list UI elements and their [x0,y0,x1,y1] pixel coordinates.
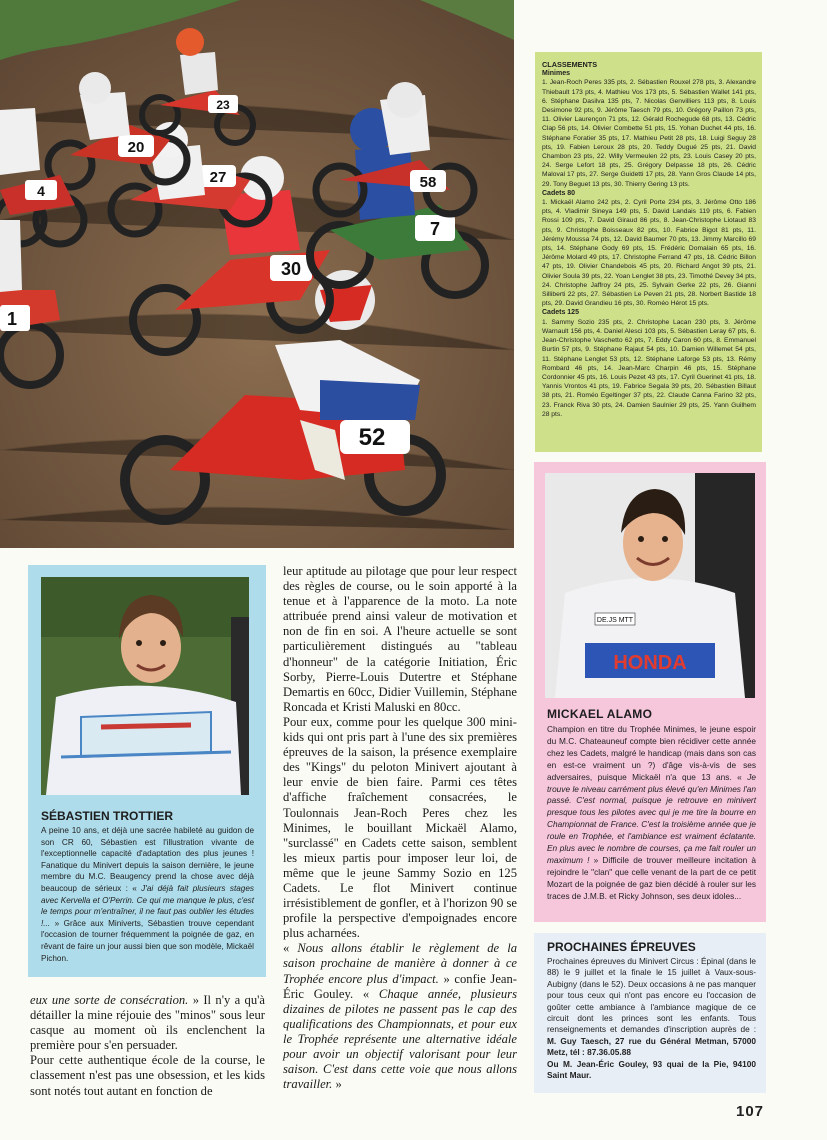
page-number: 107 [736,1103,765,1120]
trottier-quote: J'ai déjà fait plusieurs stages avec Kervella et O'Perrin. Ce qui me manque le plus, c'est le temps pour m'entraîner, il ne faut pas oublier les études !... [41,883,254,928]
article-paragraph: Pour cette authentique école de la course, le classement n'est pas une obsession, et les kids sont notés tout autant en fonction de [30,1053,265,1098]
alamo-profile-box [534,462,766,922]
motocross-race-illustration [0,0,514,548]
alamo-bio-intro: Champion en titre du Trophée Minimes, le jeune espoir du M.C. Chateauneuf compte bien récidiver cette année chez les Cadets, malgré le handicap (mais dans son cas en est-ce vraiment un ?) d'âge vis-à-vis de ses adversaires, puisque Mickaël n'a que 13 ans. « [547,724,756,782]
quote-attribution: » confie Jean-Éric Gouley. « [283,971,517,1001]
article-paragraph: leur aptitude au pilotage que pour leur respect des règles de course, ou le soin apporté à la tenue et à l'apparence de la moto. La note attribuée prend ainsi valeur de motivation et non de fin en soi. A l'heure actuelle se sont particulièrement distingués au "tableau d'honneur" de la catégorie Initiation, Éric Sorby, Pierre-Louis Dutertre et Stéphane Demartis en 60cc, Didier Vuillemin, Stéphane Roncada et Kristi Maluski en 80cc. [283,564,517,714]
prochaines-info: Prochaines épreuves du Minivert Circus : Épinal (dans le 88) le 9 juillet et la finale le 15 juillet à Vaux-sous-Aubigny (dans le 52). Deux occasions à ne pas manquer pour tous ceux qui n'ont pas encore eu l'occasion de goûter cette ambiance à l'ambiance magique de ce circuit dont les princes sont les enfants. Tous renseignements et demandes d'inscription auprès de : [547,956,756,1035]
category-minimes-label: Minimes [542,70,571,78]
alamo-portrait-photo [545,473,755,698]
trottier-bio [41,825,254,964]
article-paragraph: Pour eux, comme pour les quelque 300 mini-kids qui ont pris part à l'une des six premières épreuves de la saison, la présence exemplaire des "Kings" du peloton Minivert ajoutant à leur envie de bien faire. Parmi ces têtes d'affiche fraîchement consacrées, le Toulonnais Jean-Roch Peres chez les Minimes, le bouillant Mickaël Alamo, "surclassé" en Cadets cette saison, semblent les mieux partis pour imposer leur loi, de même que le jeune Sammy Sozio en 125 Cadets. Le flot Minivert continue irrésistiblement de gonfler, et à l'horizon 90 se profile la perspective d'empoignades encore plus acharnées. [283,714,517,941]
bike-number: 30 [280,259,302,279]
jersey-brand: HONDA [613,652,687,674]
article-text: » Il n'y a qu'à détailler la mine réjouie des "minos" sous leur casque au moment où ils enclenchent la première pour s'en persuader. [30,993,265,1053]
quote-open: « [283,941,290,956]
article-quote-paragraph [283,941,517,1092]
article-italic-fragment: eux une sorte de consécration. [30,993,189,1007]
contact-gouley: Ou M. Jean-Éric Gouley, 93 quai de la Pie, 94100 Saint Maur. [547,1058,756,1081]
bike-number: 27 [209,169,227,186]
article-column-left [30,993,265,1099]
bike-number: 58 [419,174,437,191]
trottier-profile-box [28,565,266,977]
bike-number: 52 [358,424,386,451]
trottier-bio-end: » Grâce aux Miniverts, Sébastien trouve cependant l'occasion de tourner fréquemment la poignée de gaz, en rêvant de faire un jour aussi bien que son modèle, Mickaël Pichon. [41,918,254,963]
quote-text: Nous allons établir le règlement de la saison prochaine de manière à donner à ce Trophée encore plus d'impact. [283,941,517,986]
bike-number: 7 [429,219,441,239]
contact-taesch: M. Guy Taesch, 27 rue du Général Metman, 57000 Metz, tél : 87.36.05.88 [547,1035,756,1058]
prochaines-title: PROCHAINES ÉPREUVES [547,940,696,954]
portrait-illustration [545,473,755,698]
article-paragraph [30,993,265,1053]
bike-number: 4 [37,183,45,199]
bike-number: 23 [216,98,230,112]
alamo-name-heading: MICKAEL ALAMO [547,707,653,721]
trottier-name-heading: SÉBASTIEN TROTTIER [41,809,174,823]
alamo-bio-end: » Difficile de trouver meilleure incitation à rejoindre le "clan" que celle venant de la part de ce petit Mozart de la poignée de gaz bien décidé à rouler sur les traces de J.M.B. et Ricky Johnson, ses deux idoles... [547,854,756,901]
category-cadets80-results: 1. Mickaël Alamo 242 pts, 2. Cyril Porte 234 pts, 3. Jérôme Otto 186 pts, 4. Vladimir Sineya 149 pts, 5. David Landais 119 pts, 6. Fabien Rossi 109 pts, 7. David Giraud 86 pts, 8. Jean-Christophe Liotaud 83 pts, 9. Christophe Boisseaux 82 pts, 10. Fabrice Bigot 81 pts, 11. Jérémy Moussa 74 pts, 12. David Baumer 70 pts, 13. Jimmy Marcillo 69 pts, 14. Stéphane Gody 69 pts, 15. Frédéric Domalain 65 pts, 16. Jérôme Molard 49 pts, 17. Christophe Ferrand 47 pts, 18. Cédric Billon 47 pts, 19. Olivier Chandebois 45 pts, 20. Richard Angot 39 pts, 21. Olivier Soula 39 pts, 22. Yoan Lenglet 38 pts, 23. Timothé Devey 34 pts, 24. Christophe Jaffroy 24 pts, 25. Sylvain Gerke 22 pts, 26. Gianni Silliberti 22 pts, 27. Sébastien Le Peven 21 pts, 28. Norbert Bastide 18 pts, 29. David Grandieu 16 pts, 30. Roméo Hérot 15 pts. [542,199,756,308]
category-cadets80-label: Cadets 80 [542,189,576,197]
trottier-bio-intro: A peine 10 ans, et déjà une sacrée habileté au guidon de son CR 60, Sébastien est l'illustration vivante de l'exceptionnelle capacité d'adaptation des plus jeunes ! Fanatique du Minivert depuis la saison dernière, le jeune membre du M.C. Beaugency prend la chose avec déjà beaucoup de sérieux : « [41,826,254,893]
classements-box [535,52,762,452]
bike-number: 1 [6,309,18,329]
category-cadets125-results: 1. Sammy Sozio 235 pts, 2. Christophe Lacan 230 pts, 3. Jérôme Warnault 156 pts, 4. Daniel Alesci 103 pts, 5. Sébastien Leray 67 pts, 6. Jean-Christophe Vaschetto 62 pts, 7. Eddy Caron 60 pts, 8. Emmanuel Burtin 57 pts, 9. Stéphane Rajaut 54 pts, 10. Damien Willemet 54 pts, 11. Stéphane Lenglet 53 pts, 12. Stéphane Laforge 53 pts, 13. Rémy Rombard 46 pts, 14. Jean-Marc Charpin 46 pts, 15. Stéphane Cordonnier 45 pts, 16. Louis Pezet 43 pts, 17. Cyril Guerinet 41 pts, 18. Yannis Vrontos 41 pts, 19. Fabrice Segala 39 pts, 20. Sébastien Billaut 38 pts, 21. Roméo Egeltinger 37 pts, 22. Claude Canna Farino 32 pts, 23. Franck Riva 30 pts, 24. Damien Saulnier 29 pts, 25. Yann Guilhem 28 pts. [542,318,756,418]
trottier-portrait-photo [41,577,249,795]
portrait-illustration [41,577,249,795]
prochaines-body [547,956,756,1081]
bike-number: 20 [127,139,145,156]
alamo-quote: Je trouve le niveau carrément plus élevé qu'en Minimes l'an passé. C'est normal, puisque je retrouve en minivert presque tous les pilotes avec qui je me tire la bourre en Championnat de France. C'est la troisième année que je roule en Trophée, et l'ambiance est vraiment éclatante. En plus avec le nombre de courses, ça me fait rouler un maximum ! [547,771,756,865]
quote-close: » [335,1077,342,1092]
quote-text: Chaque année, plusieurs dizaines de pilotes ne passent pas le cap des qualifications des Championnats, et pour eux le Trophée représente une alternative idéale pour avoir un objectif valorisant pour leur saison. C'est dans cette voie que nous allons travailler. [283,986,517,1092]
classements-title: CLASSEMENTS [542,60,598,69]
article-column-middle [283,564,517,1092]
alamo-bio [547,724,756,903]
category-cadets125-label: Cadets 125 [542,309,579,317]
hero-photo [0,0,514,548]
prochaines-epreuves-box [534,933,766,1093]
category-minimes-results: 1. Jean-Roch Peres 335 pts, 2. Sébastien Rouxel 278 pts, 3. Alexandre Thiebault 173 pts, 4. Mathieu Vos 173 pts, 5. Sébastien Wallet 141 pts, 6. Stéphane Dasilva 135 pts, 7. Nicolas Genvilliers 113 pts, 8. Louis Desimone 92 pts, 9. Jérôme Taesch 79 pts, 10. Grégory Paillon 73 pts, 11. Olivier Laurençon 71 pts, 12. Gérald Rochegude 68 pts, 13. Cédric Clap 56 pts, 14. Olivier Combette 51 pts, 15. Yohan Duchet 44 pts, 16. Stéphane Foratier 35 pts, 17. Mathieu Petit 28 pts, 18. Luigi Seguy 28 pts, 19. Fabien Leroux 28 pts, 20. Teddy Dugué 25 pts, 21. David Chambon 23 pts, 22. Willy Vermeulen 22 pts, 23. Louis Casey 20 pts, 24. Serge Lefort 18 pts, 25. Grégory Delpasse 18 pts, 26. Cédric Maloval 17 pts, 27. Serge Guidetti 17 pts, 28. Yann Gros Claude 14 pts, 29. Tony Beguet 13 pts, 30. Thierry Gering 13 pts. [542,79,756,188]
jersey-bib: DE.JS MTT [596,617,634,624]
